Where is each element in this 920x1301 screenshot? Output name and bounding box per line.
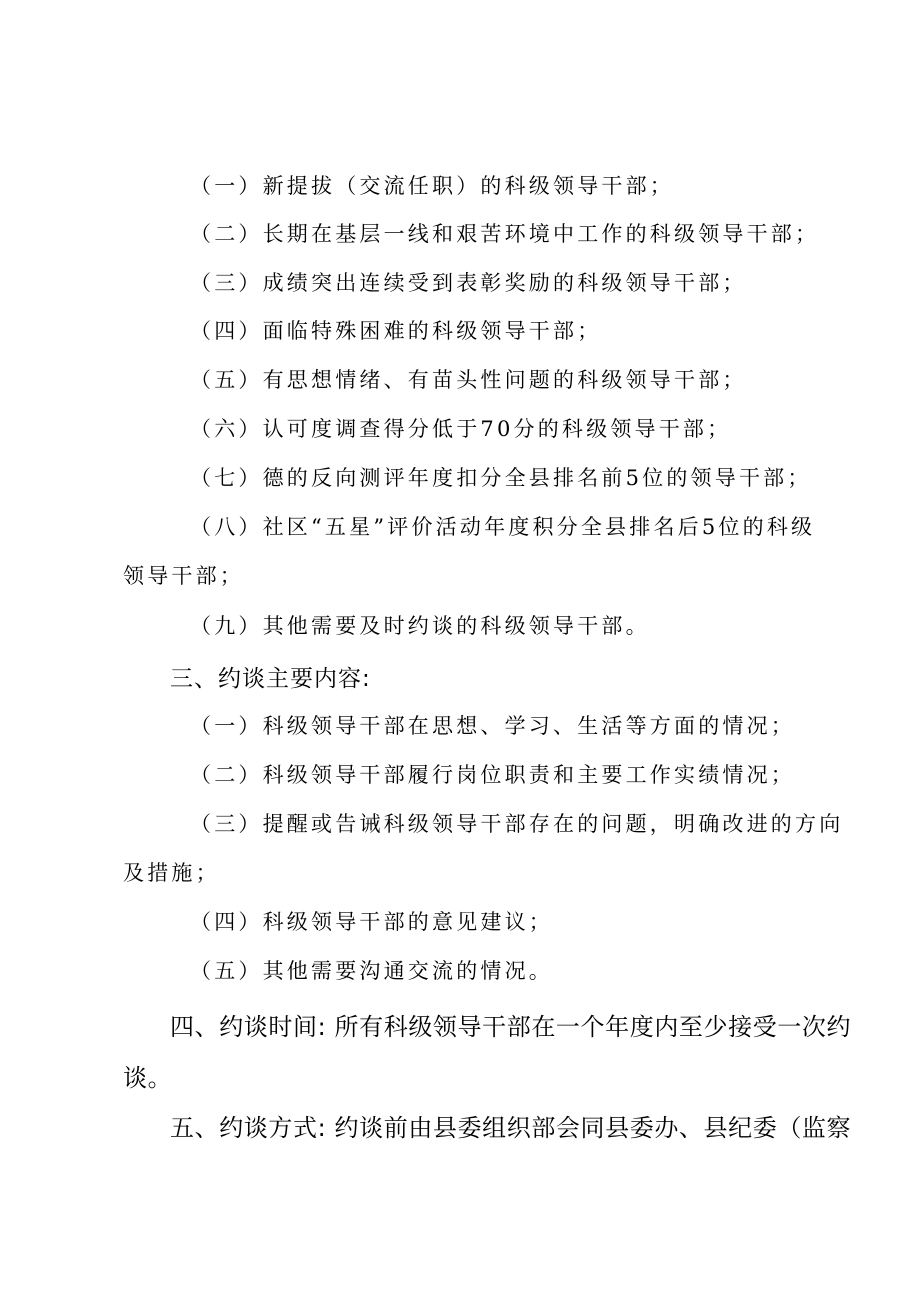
- list-item: （三）提醒或告诫科级领导干部存在的问题，明确改进的方向: [190, 812, 844, 836]
- list-item: （三）成绩突出连续受到表彰奖励的科级领导干部；: [190, 271, 747, 295]
- list-item: （一）科级领导干部在思想、学习、生活等方面的情况；: [190, 714, 795, 738]
- section-paragraph: 五、约谈方式: 约谈前由县委组织部会同县委办、县纪委（监察: [170, 1114, 852, 1142]
- list-item: （二）长期在基层一线和艰苦环境中工作的科级领导干部；: [190, 222, 820, 246]
- list-item: （九）其他需要及时约谈的科级领导干部。: [190, 614, 650, 638]
- list-item: （二）科级领导干部履行岗位职责和主要工作实绩情况；: [190, 763, 795, 787]
- list-item: （五）其他需要沟通交流的情况。: [190, 959, 553, 983]
- list-item: （六）认可度调查得分低于70分的科级领导干部；: [190, 417, 732, 441]
- section-paragraph-continuation: 谈。: [123, 1064, 173, 1092]
- section-heading: 三、约谈主要内容:: [170, 666, 371, 692]
- list-item: （五）有思想情绪、有苗头性问题的科级领导干部；: [190, 368, 747, 392]
- list-item-continuation: 领导干部；: [123, 564, 244, 588]
- list-item: （四）面临特殊困难的科级领导干部；: [190, 319, 602, 343]
- list-item-continuation: 及措施；: [123, 861, 220, 885]
- list-item: （一）新提拔（交流任职）的科级领导干部；: [190, 174, 674, 198]
- list-item: （四）科级领导干部的意见建议；: [190, 910, 553, 934]
- section-paragraph: 四、约谈时间: 所有科级领导干部在一个年度内至少接受一次约: [170, 1013, 852, 1041]
- list-item: （七）德的反向测评年度扣分全县排名前5位的领导干部；: [190, 466, 812, 490]
- list-item: （八）社区“五星”评价活动年度积分全县排名后5位的科级: [190, 515, 816, 539]
